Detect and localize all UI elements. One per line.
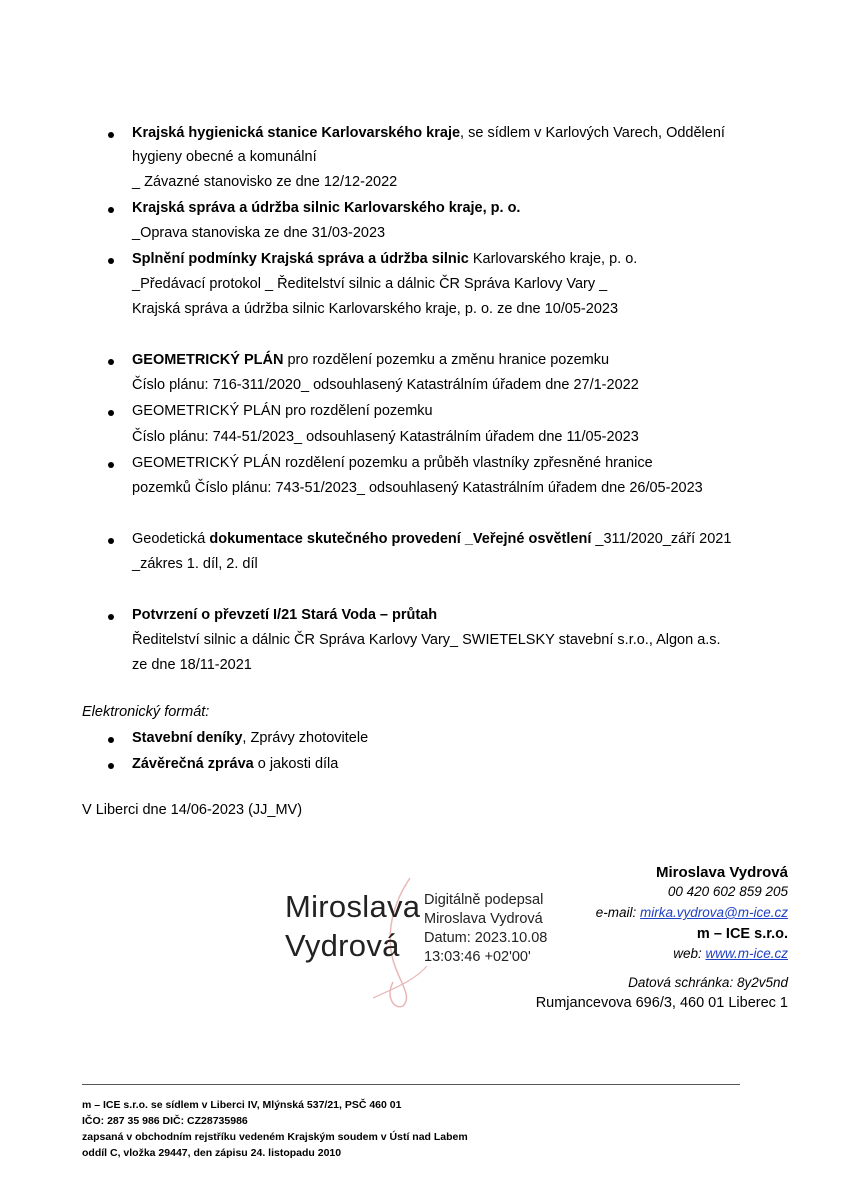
item-title: GEOMETRICKÝ PLÁN — [132, 352, 284, 368]
contact-phone: 00 420 602 859 205 — [667, 884, 788, 899]
item-text: Karlovarského kraje, p. o. — [468, 251, 638, 267]
item-title: Krajská hygienická stanice Karlovarského kraje — [132, 125, 461, 141]
contact-address: Rumjancevova 696/3, 460 01 Liberec 1 — [535, 995, 788, 1011]
contact-web-row — [673, 946, 788, 961]
bullet — [108, 132, 114, 138]
web-label: web: — [673, 946, 706, 961]
list-item — [132, 125, 725, 141]
item-title: Splnění podmínky Krajská správa a údržba silnic — [132, 251, 469, 267]
bullet — [108, 538, 114, 544]
list-item — [132, 352, 609, 368]
place-date: V Liberci dne 14/06-2023 (JJ_MV) — [82, 802, 303, 818]
item-text: pro rozdělení pozemku a změnu hranice pozemku — [283, 352, 610, 368]
item-title: Potvrzení o převzetí I/21 Stará Voda – průtah — [132, 607, 438, 623]
footer-divider — [82, 1084, 740, 1085]
list-item — [132, 756, 338, 772]
electronic-format-heading: Elektronický formát: — [82, 704, 210, 720]
item-line: Číslo plánu: 744-51/2023_ odsouhlasený Katastrálním úřadem dne 11/05-2023 — [132, 429, 639, 445]
item-title: dokumentace skutečného provedení _Veřejné osvětlení — [209, 531, 592, 547]
item-line: _Předávací protokol _ Ředitelství silnic a dálnic ČR Správa Karlovy Vary _ — [132, 276, 608, 292]
email-link[interactable]: mirka.vydrova@m-ice.cz — [640, 905, 788, 920]
footer-line: oddíl C, vložka 29447, den zápisu 24. listopadu 2010 — [82, 1147, 342, 1159]
contact-name: Miroslava Vydrová — [655, 864, 788, 881]
item-line: _zákres 1. díl, 2. díl — [132, 556, 258, 572]
item-text: , se sídlem v Karlových Varech, Oddělení — [460, 125, 725, 141]
email-label: e-mail: — [595, 905, 641, 920]
item-title: Závěrečná zpráva — [132, 756, 254, 772]
list-item — [132, 730, 368, 746]
signature-signer: Miroslava Vydrová — [424, 911, 543, 927]
list-item: GEOMETRICKÝ PLÁN rozdělení pozemku a průběh vlastníky zpřesněné hranice — [132, 455, 653, 471]
bullet — [108, 763, 114, 769]
item-line: pozemků Číslo plánu: 743-51/2023_ odsouhlasený Katastrálním úřadem dne 26/05-2023 — [132, 480, 703, 496]
footer-line: IČO: 287 35 986 DIČ: CZ28735986 — [82, 1115, 248, 1127]
item-line: Číslo plánu: 716-311/2020_ odsouhlasený Katastrálním úřadem dne 27/1-2022 — [132, 377, 639, 393]
bullet — [108, 359, 114, 365]
bullet — [108, 410, 114, 416]
footer-line: zapsaná v obchodním rejstříku vedeném Krajským soudem v Ústí nad Labem — [82, 1131, 468, 1143]
item-title: Stavební deníky — [132, 730, 243, 746]
item-line: _ Závazné stanovisko ze dne 12/12-2022 — [132, 174, 398, 190]
contact-databox: Datová schránka: 8y2v5nd — [628, 975, 788, 990]
item-text: o jakosti díla — [253, 756, 339, 772]
item-line: _Oprava stanoviska ze dne 31/03-2023 — [132, 225, 386, 241]
item-line: ze dne 18/11-2021 — [132, 657, 252, 673]
footer-line: m – ICE s.r.o. se sídlem v Liberci IV, Mlýnská 537/21, PSČ 460 01 — [82, 1099, 402, 1111]
signature-time: 13:03:46 +02'00' — [424, 949, 531, 965]
signature-date: Datum: 2023.10.08 — [424, 930, 548, 946]
bullet — [108, 207, 114, 213]
contact-email-row — [596, 905, 788, 920]
bullet — [108, 462, 114, 468]
item-line: Krajská správa a údržba silnic Karlovarského kraje, p. o. ze dne 10/05-2023 — [132, 301, 619, 317]
item-title: Krajská správa a údržba silnic Karlovarského kraje, p. o. — [132, 200, 521, 216]
list-item — [132, 531, 731, 547]
signature-name-line1: Miroslava — [285, 889, 421, 924]
item-line: Ředitelství silnic a dálnic ČR Správa Karlovy Vary_ SWIETELSKY stavební s.r.o., Algon a.s. — [132, 632, 721, 648]
item-text: , Zprávy zhotovitele — [242, 730, 369, 746]
signature-signed-by: Digitálně podepsal — [424, 892, 544, 908]
bullet — [108, 258, 114, 264]
item-line: hygieny obecné a komunální — [132, 149, 317, 165]
item-text: _311/2020_září 2021 — [591, 531, 732, 547]
bullet — [108, 614, 114, 620]
list-item — [132, 251, 637, 267]
bullet — [108, 737, 114, 743]
contact-company: m – ICE s.r.o. — [696, 926, 788, 942]
item-text: Geodetická — [132, 531, 210, 547]
web-link[interactable]: www.m-ice.cz — [705, 946, 788, 961]
signature-name-line2: Vydrová — [285, 928, 400, 963]
list-item: GEOMETRICKÝ PLÁN pro rozdělení pozemku — [132, 403, 433, 419]
